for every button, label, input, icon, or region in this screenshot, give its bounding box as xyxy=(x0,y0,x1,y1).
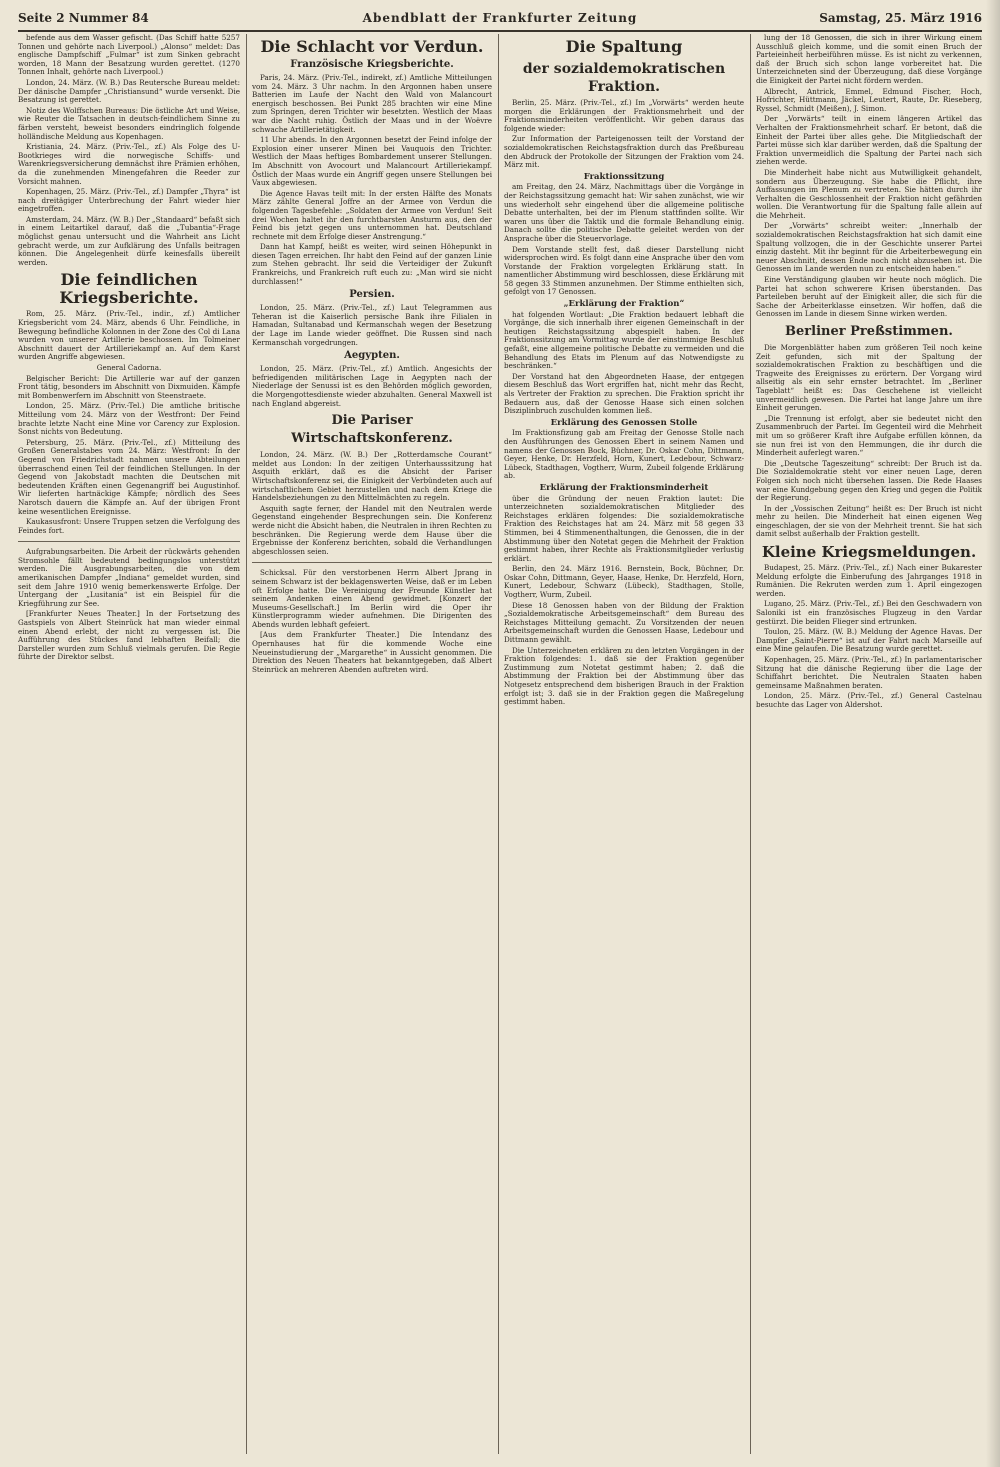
article-text: Paris, 24. März. (Priv.-Tel., indirekt, zf.) Amtliche Mitteilungen vom 24. März. 3 Uhr nachm. In den Argonnen haben unsere Batterien im Laufe der Nacht den Wald von Malancourt energisch beschossen. Bei Punkt 285 brachten wir eine Mine zum Springen, deren Trichter wir besetzten. Westlich der Maas war die Nacht ruhig. Östlich der Maas und in der Woëvre schwache Artillerietätigkeit. xyxy=(252,73,492,134)
article-text: Berlin, 25. März. (Priv.-Tel., zf.) Im „Vorwärts“ werden heute morgen die Erklärungen der Fraktionsmehrheit und der Fraktionsminderheiten veröffentlicht. Wir geben daraus das folgende wieder: xyxy=(504,98,744,133)
subheading: Fraktionssitzung xyxy=(583,171,665,182)
article-text: Die Agence Havas teilt mit: In der ersten Hälfte des Monats März zählte General Joffre an der Armee von Verdun die folgenden Tagesbefehle: „Soldaten der Armee von Verdun! Seit drei Wochen haltet ihr den furchtbarsten Ansturm aus, den der Feind bis jetzt gegen uns unternommen hat. Deutschland rechnete mit dem Erfolge dieser Anstrengung.“ xyxy=(252,188,492,241)
article-text: Der Vorstand hat den Abgeordneten Haase, der entgegen diesem Beschluß das Wort ergriffen hat, nicht mehr das Recht, als Vertreter der Fraktion zu sprechen. Die Fraktion spricht ihr Bedauern aus, daß der Genosse Haase sich einen solchen Disziplinbruch zuschulden kommen ließ. xyxy=(504,371,744,416)
column-2 xyxy=(252,34,492,1454)
article-text: London, 25. März. (Priv.-Tel., zf.) General Castelnau besuchte das Lager von Aldershot. xyxy=(756,691,982,709)
column-1 xyxy=(18,34,240,1454)
article-text: 11 Uhr abends. In den Argonnen besetzt der Feind infolge der Explosion einer unserer Minen bei Vauquois den Trichter. Westlich der Maas heftiges Bombardement unserer Stellungen. Im Abschnitt von Avocourt und Malancourt Artilleriekampf. Östlich der Maas wurde ein Angriff gegen unsere Stellungen bei Vaux abgewiesen. xyxy=(252,135,492,188)
section-heading: der sozialdemokratischen Fraktion. xyxy=(522,61,726,95)
article-text: In der „Vossischen Zeitung“ heißt es: Der Bruch ist nicht mehr zu heilen. Die Minderheit hat einen eigenen Weg eingeschlagen, der sie von der Mehrheit trennt. Sie hat sich damit selbst außerhalb der Fraktion gestellt. xyxy=(756,503,982,539)
article-text: London, 25. März. (Priv.-Tel.) Die amtliche britische Mitteilung vom 24. März von der Westfront: Der Feind brachte letzte Nacht eine Mine vor Carency zur Explosion. Sonst nichts von Bedeutung. xyxy=(18,401,240,437)
page-number: Seite 2 Nummer 84 xyxy=(18,11,149,25)
article-text: London, 24. März. (W. B.) Der „Rotterdamsche Courant“ meldet aus London: In der zeitigen Unterhausssitzung hat Asquith erklärt, daß es die Absicht der Pariser Wirtschaftskonferenz sei, die Einigkeit der Verbündeten auch auf wirtschaftlichem Gebiet herzustellen und nach dem Kriege die Handelsbeziehungen zu den Mittelmächten zu regeln. xyxy=(252,450,492,503)
feuilleton-text: Aufgrabungsarbeiten. Die Arbeit der rückwärts gehenden Stromsohle fällt bedeutend bedingungslos unterstützt werden. Die Ausgrabungsarbeiten, die von dem amerikanischen Dampfer „Indiana“ gemeldet wurden, sind seit dem Jahre 1910 wenig bemerkenswerte Erfolge. Der Untergang der „Lusitania“ ist ein Beispiel für die Kriegführung zur See. xyxy=(18,547,240,608)
article-text: am Freitag, den 24. März, Nachmittags über die Vorgänge in der Reichstagssitzung gemacht hat: Wir sahen zunächst, wie wir uns wiederholt sehr eingehend über die allgemeine politische Debatte unterhalten, bei der im Plenum stattfinden sollte. Wir waren uns über die Taktik und die formale Behandlung einig. Danach sollte die politische Debatte geleitet werden von der Ansprache über die Steuervorlage. xyxy=(504,182,744,243)
article-text: Die „Deutsche Tageszeitung“ schreibt: Der Bruch ist da. Die Sozialdemokratie steht vor einer neuen Lage, deren Folgen sich noch nicht übersehen lassen. Die Rede Haases war eine Kundgebung gegen den Krieg und gegen die Politik der Regierung. xyxy=(756,458,982,503)
subheading: Französische Kriegsberichte. xyxy=(290,59,454,70)
article-text: Albrecht, Antrick, Emmel, Edmund Fischer, Hoch, Hofrichter, Hüttmann, Jäckel, Leutert, Raute, Dr. Rieseberg, Ryssel, Schmidt (Meißen), J. Simon. xyxy=(756,86,982,113)
article-text: London, 24. März. (W. B.) Das Reutersche Bureau meldet: Der dänische Dampfer „Christiansund“ wurde versenkt. Die Besatzung ist gerettet. xyxy=(18,77,240,105)
article-text: Asquith sagte ferner, der Handel mit den Neutralen werde Gegenstand eingehender Besprechungen sein. Die Konferenz werde nicht die Absicht haben, die Neutralen in ihren Rechten zu beschränken. Die Regierung werde dem Hause über die Ergebnisse der Konferenz berichten, sobald die Verhandlungen abgeschlossen seien. xyxy=(252,503,492,556)
subheading: Erklärung der Fraktionsminderheit xyxy=(539,482,709,493)
article-text: Berlin, den 24. März 1916. Bernstein, Bock, Büchner, Dr. Oskar Cohn, Dittmann, Geyer, Haase, Henke, Dr. Herzfeld, Horn, Kunert, Ledebour, Schwarz (Lübeck), Stadthagen, Stolle, Vogtherr, Wurm, Zubeil. xyxy=(504,564,744,600)
article-text: Im Fraktionsfizung gab am Freitag der Genosse Stolle nach den Ausführungen des Genossen Ebert in seinem Namen und namens der Genossen Bock, Büchner, Dr. Oskar Cohn, Dittmann, Geyer, Henke, Dr. Herzfeld, Horn, Kunert, Ledebour, Schwarz-Lübeck, Stadthagen, Vogtherr, Wurm, Zubeil folgende Erklärung ab. xyxy=(504,428,744,481)
feuilleton-text: Schicksal. Für den verstorbenen Herrn Albert Jprang in seinem Schwarz ist der beklagenswerten Weise, daß er im Leben oft Erfolge hatte. Die Vereinigung der Freunde Künstler hat seinem Andenken einen Abend gewidmet. [Konzert der Museums-Gesellschaft.] Im Berlin wird die Oper ihr Künstlerprogramm wieder aufnehmen. Die Dirigenten des Abends wurden lebhaft gefeiert. xyxy=(252,568,492,629)
article-text: Kristiania, 24. März. (Priv.-Tel., zf.) Als Folge des U-Bootkrieges wird die norwegische Schiffs- und Warenkriegsversicherung demnächst ihre Prämien erhöhen, da die zunehmenden Minengefahren die Reeder zur Vorsicht mahnen. xyxy=(18,142,240,186)
article-text: Zur Information der Parteigenossen teilt der Vorstand der sozialdemokratischen Reichstagsfraktion durch das Preßbureau den Abdruck der Protokolle der Sitzungen der Fraktion vom 24. März mit. xyxy=(504,134,744,170)
column-4 xyxy=(756,34,982,1454)
article-text: Toulon, 25. März. (W. B.) Meldung der Agence Havas. Der Dampfer „Saint-Pierre“ ist auf der Fahrt nach Marseille auf eine Mine gelaufen. Die Besatzung wurde gerettet. xyxy=(756,627,982,654)
column-rule xyxy=(246,34,247,1454)
article-text: Kopenhagen, 25. März. (Priv.-Tel., zf.) Dampfer „Thyra“ ist nach dreitägiger Unterbrechung der Fahrt wieder hier eingetroffen. xyxy=(18,187,240,214)
feuilleton-text: [Frankfurter Neues Theater.] In der Fortsetzung des Gastspiels von Albert Steinrück hat man wieder einmal einen Abend erlebt, der nicht zu vergessen ist. Die Aufführung des Stückes fand lebhaften Beifall; die Darsteller wurden zum Schluß vielmals gerufen. Die Regie führte der Direktor selbst. xyxy=(18,609,240,662)
section-heading: Die feindlichen Kriegsberichte. xyxy=(59,270,199,308)
subheading: Persien. xyxy=(349,289,395,301)
article-text: Dann hat Kampf, heißt es weiter, wird seinen Höhepunkt in diesen Tagen erreichen. Ihr habt den Feind auf der ganzen Linie zum Stehen gebracht. Ihr seid die Verteidiger der Zukunft Frankreichs, und Frankreich ruft euch zu: „Man wird sie nicht durchlassen!“ xyxy=(252,242,492,286)
article-text: Diese 18 Genossen haben von der Bildung der Fraktion „Sozialdemokratische Arbeitsgemeinschaft“ dem Bureau des Reichstages Mitteilung gemacht. Zu Vorsitzenden der neuen Arbeitsgemeinschaft wurden die Genossen Haase, Ledebour und Dittmann gewählt. xyxy=(504,600,744,645)
column-3 xyxy=(504,34,744,1454)
article-text: lung der 18 Genossen, die sich in ihrer Wirkung einem Ausschluß gleich komme, und die somit einen Bruch der Parteieinheit herbeiführen müsse. Es ist nicht zu verkennen, daß der Bruch sich schon lange vorbereitet hat. Die Unterzeichneten sind der Überzeugung, daß diese Vorgänge die Einigkeit der Partei nicht fördern werden. xyxy=(756,34,982,85)
section-heading: Kleine Kriegsmeldungen. xyxy=(761,543,977,562)
column-rule xyxy=(498,34,499,1454)
article-text: über die Gründung der neuen Fraktion lautet: Die unterzeichneten sozialdemokratischen Mitglieder des Reichstages erklären folgendes: Die sozialdemokratische Fraktion des Reichstages hat am 24. März mit 58 gegen 33 Stimmen, bei 4 Stimmenenthaltungen, die Genossen, die in der Abstimmung über den Notetat gegen die Mehrheit der Fraktion gestimmt haben, ihrer Rechte als Fraktionsmitglieder verlustig erklärt. xyxy=(504,493,744,563)
article-text: befende aus dem Wasser gefischt. (Das Schiff hatte 5257 Tonnen und gehörte nach Liverpool.) „Alonso“ meldet: Das englische Dampfschiff „Fulmar“ ist zum Sinken gebracht worden, 18 Mann der Besatzung wurden gerettet. (1270 Tonnen Inhalt, gehörte nach Liverpool.) xyxy=(18,34,240,77)
feuilleton-text: [Aus dem Frankfurter Theater.] Die Intendanz des Opernhauses hat für die kommende Woche eine Neueinstudierung der „Margarethe“ in Aussicht genommen. Die Direktion des Neuen Theaters hat bekanntgegeben, daß Albert Steinrück an mehreren Abenden auftreten wird. xyxy=(252,630,492,674)
article-text: Kopenhagen, 25. März. (Priv.-Tel., zf.) In parlamentarischer Sitzung hat die dänische Regierung über die Lage der Schiffahrt berichtet. Die Neutralen Staaten haben gemeinsame Maßnahmen beraten. xyxy=(756,655,982,690)
section-divider xyxy=(18,541,240,542)
article-text: hat folgenden Wortlaut: „Die Fraktion bedauert lebhaft die Vorgänge, die sich innerhalb ihrer eigenen Gemeinschaft in der heutigen Reichstagssitzung abgespielt haben. In der Fraktionssitzung am Vormittag wurde der einstimmige Beschluß gefaßt, eine allgemeine politische Debatte zu vermeiden und die Behandlung des Etats im Plenum auf das Notwendigste zu beschränken.“ xyxy=(504,309,744,371)
signature: General Cadorna. xyxy=(96,363,162,372)
page-edge-shadow xyxy=(986,0,1000,1467)
article-text: Petersburg, 25. März. (Priv.-Tel., zf.) Mitteilung des Großen Generalstabes vom 24. März: Westfront: In der Gegend von Friedrichstadt nahmen unsere Abteilungen überraschend einen Teil der feindlichen Stellungen. In der Gegend von Jakobstadt machten die Deutschen mit bedeutenden Kräften einen Gegenangriff bei Augustinhof. Wir lieferten hartnäckige Kämpfe; nördlich des Sees Narotsch dauern die Kämpfe an. Auf der übrigen Front keine wesentlichen Ereignisse. xyxy=(18,437,240,516)
section-heading: Die Pariser Wirtschaftskonferenz. xyxy=(291,413,453,447)
subheading: „Erklärung der Fraktion“ xyxy=(563,299,685,310)
article-text: Amsterdam, 24. März. (W. B.) Der „Standaard“ befaßt sich in einem Leitartikel darauf, daß die „Tubantia“-Frage möglichst genau untersucht und die Wahrheit ans Licht gebracht werde, um zur Aufklärung des Unfalls beitragen können. Die Angelegenheit dürfe keinesfalls übereilt werden. xyxy=(18,214,240,267)
article-text: Der „Vorwärts“ schreibt weiter: „Innerhalb der sozialdemokratischen Reichstagsfraktion hat sich damit eine Spaltung vollzogen, die in der Geschichte unserer Partei einzig dasteht. Mit ihr beginnt für die Arbeiterbewegung ein neuer Abschnitt, dessen Ende noch nicht abzusehen ist. Die Genossen im Lande werden nun zu entscheiden haben.“ xyxy=(756,221,982,274)
article-text: Lugano, 25. März. (Priv.-Tel., zf.) Bei den Geschwadern von Saloniki ist ein französisches Flugzeug in den Vardar gestürzt. Die beiden Flieger sind ertrunken. xyxy=(756,599,982,626)
section-divider xyxy=(252,562,492,563)
issue-date: Samstag, 25. März 1916 xyxy=(819,11,982,25)
newspaper-title: Abendblatt der Frankfurter Zeitung xyxy=(362,11,638,25)
subheading: Erklärung des Genossen Stolle xyxy=(550,417,698,428)
article-text: Kaukasusfront: Unsere Truppen setzen die Verfolgung des Feindes fort. xyxy=(18,517,240,535)
article-text: Die Unterzeichneten erklären zu den letzten Vorgängen in der Fraktion folgendes: 1. daß sie der Fraktion gegenüber Zustimmung zum Notetat gestimmt haben; 2. daß die Abstimmung der Fraktion bei der Abstimmung über das Notgesetz entsprechend dem bisherigen Brauch in der Fraktion erfolgt ist; 3. daß sie in der Fraktion gegen die Maßregelung gestimmt haben. xyxy=(504,645,744,707)
article-text: Der „Vorwärts“ teilt in einem längeren Artikel das Verhalten der Fraktionsmehrheit scharf. Er betont, daß die Einheit der Partei über alles gehe. Die Mitgliedschaft der Partei müsse sich klar darüber werden, daß die Spaltung der Fraktion unvermeidlich die Spaltung der Partei nach sich ziehen werde. xyxy=(756,114,982,167)
section-heading: Die Schlacht vor Verdun. xyxy=(260,37,484,56)
article-text: Belgischer Bericht: Die Artillerie war auf der ganzen Front tätig, besonders im Abschnitt von Dixmuiden. Kämpfe mit Bombenwerfern im Abschnitt von Steenstraete. xyxy=(18,373,240,400)
section-heading: Berliner Preßstimmen. xyxy=(785,324,953,339)
column-rule xyxy=(750,34,751,1454)
article-text: Notiz des Wolffschen Bureaus: Die östliche Art und Weise, wie Reuter die Tatsachen in deutsch-feindlichem Sinne zu färben versteht, beweist besonders eindringlich folgende holländische Meldung aus Kopenhagen. xyxy=(18,105,240,141)
article-text: Dem Vorstande stellt fest, daß dieser Darstellung nicht widersprochen wird. Es folgt dann eine Ansprache über den vom Vorstande der Fraktion vorgelegten Erklärung statt. In namentlicher Abstimmung wird beschlossen, diese Erklärung mit 58 gegen 33 Stimmen anzunehmen. Der Stimme enthielten sich, gefolgt von 17 Genossen. xyxy=(504,244,744,297)
article-text: Die Morgenblätter haben zum größeren Teil noch keine Zeit gefunden, sich mit der Spaltung der sozialdemokratischen Fraktion zu beschäftigen und die Tragweite des Ereignisses zu erörtern. Der Vorgang wird allseitig als ein sehr ernster betrachtet. Im „Berliner Tageblatt“ heißt es: Das Geschehene ist vielleicht unvermeidlich gewesen. Die Partei hat lange Jahre um ihre Einheit gerungen. xyxy=(756,343,982,413)
article-text: Eine Verständigung glauben wir heute noch möglich. Die Partei hat schon schwerere Krisen überstanden. Das Parteileben beruht auf der Einigkeit aller, die sich für die Sache der Arbeiterklasse einsetzen. Wir hoffen, daß die Genossen im Lande in diesem Sinne wirken werden. xyxy=(756,275,982,319)
article-text: „Die Trennung ist erfolgt, aber sie bedeutet nicht den Zusammenbruch der Partei. Im Gegenteil wird die Mehrheit mit um so größerer Kraft ihre Aufgabe erfüllen können, da sie nun frei ist von den Hemmungen, die ihr durch die Minderheit auferlegt waren.“ xyxy=(756,413,982,458)
masthead xyxy=(18,8,982,32)
article-text: London, 25. März. (Priv.-Tel., zf.) Amtlich. Angesichts der befriedigenden militärischen Lage in Aegypten nach der Niederlage der Senussi ist es den Behörden möglich geworden, die Morgengottesdienste wieder abzuhalten. General Maxwell ist nach England abgereist. xyxy=(252,364,492,408)
article-text: Rom, 25. März. (Priv.-Tel., indir., zf.) Amtlicher Kriegsbericht vom 24. März, abends 6 Uhr. Feindliche, in Bewegung befindliche Kolonnen in der Zone des Col di Lana wurden von unserer Artillerie beschossen. Im Tolmeiner Abschnitt dauert der Artilleriekampf an. Auf dem Karst wurden Angriffe abgewiesen. xyxy=(18,309,240,362)
article-text: Die Minderheit habe nicht aus Mutwilligkeit gehandelt, sondern aus Überzeugung. Sie habe die Pflicht, ihre Auffassungen im Plenum zu vertreten. Sie hätten durch ihr Verhalten die Geschlossenheit der Fraktion nicht gefährden wollen. Die Verantwortung für die Spaltung falle allein auf die Mehrheit. xyxy=(756,167,982,220)
article-text: Budapest, 25. März. (Priv.-Tel., zf.) Nach einer Bukarester Meldung erfolgte die Einberufung des Jahrganges 1918 in Rumänien. Die Rekruten werden zum 1. April eingezogen werden. xyxy=(756,563,982,598)
subheading: Aegypten. xyxy=(344,350,400,362)
article-text: London, 25. März. (Priv.-Tel., zf.) Laut Telegrammen aus Teheran ist die Kaiserlich persische Bank ihre Filialen in Hamadan, Sultanabad und Kermanschah wegen der Besetzung der Lage im Lande wieder geöffnet. Die Russen sind nach Kermanschah vorgedrungen. xyxy=(252,303,492,347)
section-heading: Die Spaltung xyxy=(565,37,683,56)
